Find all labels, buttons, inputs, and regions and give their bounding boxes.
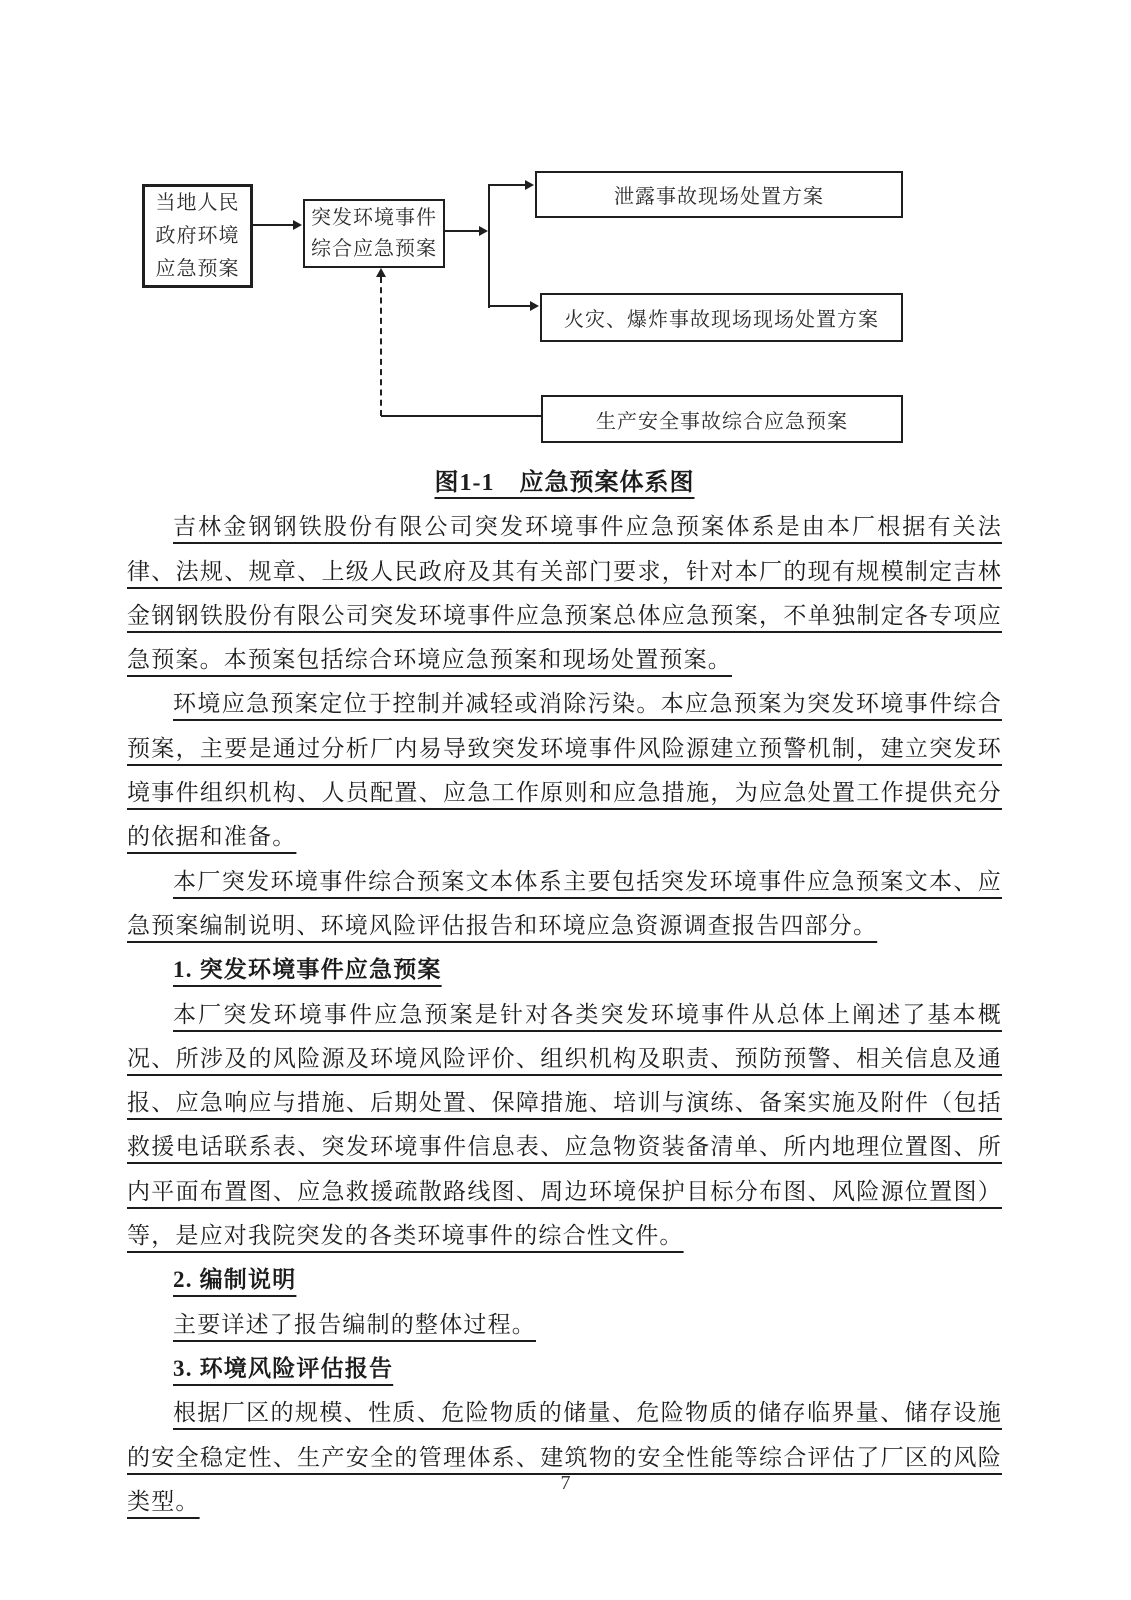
- paragraph: 吉林金钢钢铁股份有限公司突发环境事件应急预案体系是由本厂根据有关法律、法规、规章、上级人民政府及其有关部门要求，针对本厂的现有规模制定吉林金钢钢铁股份有限公司突发环境事件应急预案总体应急预案，不单独制定各专项应急预案。本预案包括综合环境应急预案和现场处置预案。: [127, 514, 1002, 673]
- paragraph: 本厂突发环境事件综合预案文本体系主要包括突发环境事件应急预案文本、应急预案编制说明、环境风险评估报告和环境应急资源调查报告四部分。: [127, 868, 1002, 938]
- arrow-up-icon: [376, 268, 386, 277]
- connector-line: [445, 230, 480, 232]
- section-heading: 1. 突发环境事件应急预案: [173, 957, 442, 983]
- flowchart-node-local-government-environment-plan: [142, 184, 253, 288]
- page-number: 7: [560, 1472, 571, 1494]
- connector-line: [488, 184, 490, 308]
- node-text-line: 综合应急预案: [311, 237, 437, 260]
- section-heading: 2. 编制说明: [173, 1267, 297, 1293]
- flowchart-node-leak-accident-plan: [535, 171, 903, 218]
- arrow-right-icon: [479, 226, 488, 236]
- connector-line: [253, 224, 294, 226]
- paragraph: 环境应急预案定位于控制并减轻或消除污染。本应急预案为突发环境事件综合预案，主要是通过分析厂内易导致突发环境事件风险源建立预警机制，建立突发环境事件组织机构、人员配置、应急工作原则和应急措施，为应急处置工作提供充分的依据和准备。: [127, 691, 1002, 850]
- connector-line: [381, 415, 541, 417]
- connector-line: [489, 305, 531, 307]
- document-body: [127, 461, 1002, 1524]
- figure-caption: 图1-1 应急预案体系图: [434, 470, 695, 496]
- node-text-line: 当地人民: [155, 191, 240, 214]
- arrow-right-icon: [293, 220, 302, 230]
- node-text-line: 政府环境: [155, 224, 240, 247]
- node-text-line: 突发环境事件: [311, 206, 437, 229]
- node-text-line: 生产安全事故综合应急预案: [596, 410, 848, 433]
- arrow-right-icon: [530, 301, 539, 311]
- arrow-right-icon: [525, 180, 534, 190]
- emergency-plan-system-flowchart: [0, 0, 1131, 460]
- paragraph: 主要详述了报告编制的整体过程。: [173, 1311, 536, 1337]
- node-text-line: 泄露事故现场处置方案: [614, 186, 824, 208]
- dashed-connector-line: [380, 277, 382, 416]
- paragraph: 本厂突发环境事件应急预案是针对各类突发环境事件从总体上阐述了基本概况、所涉及的风险源及环境风险评价、组织机构及职责、预防预警、相关信息及通报、应急响应与措施、后期处置、保障措施、培训与演练、备案实施及附件（包括救援电话联系表、突发环境事件信息表、应急物资装备清单、所内地理位置图、所内平面布置图、应急救援疏散路线图、周边环境保护目标分布图、风险源位置图）等，是应对我院突发的各类环境事件的综合性文件。: [127, 1001, 1002, 1249]
- paragraph: 根据厂区的规模、性质、危险物质的储量、危险物质的储存临界量、储存设施的安全稳定性、生产安全的管理体系、建筑物的安全性能等综合评估了厂区的风险类型。: [127, 1400, 1002, 1514]
- connector-line: [489, 184, 526, 186]
- flowchart-node-comprehensive-emergency-plan: [303, 199, 445, 268]
- node-text-line: 火灾、爆炸事故现场现场处置方案: [564, 309, 879, 331]
- section-heading: 3. 环境风险评估报告: [173, 1355, 394, 1381]
- flowchart-node-fire-explosion-plan: [540, 293, 903, 342]
- node-text-line: 应急预案: [155, 257, 240, 280]
- flowchart-node-production-safety-plan: [541, 395, 903, 443]
